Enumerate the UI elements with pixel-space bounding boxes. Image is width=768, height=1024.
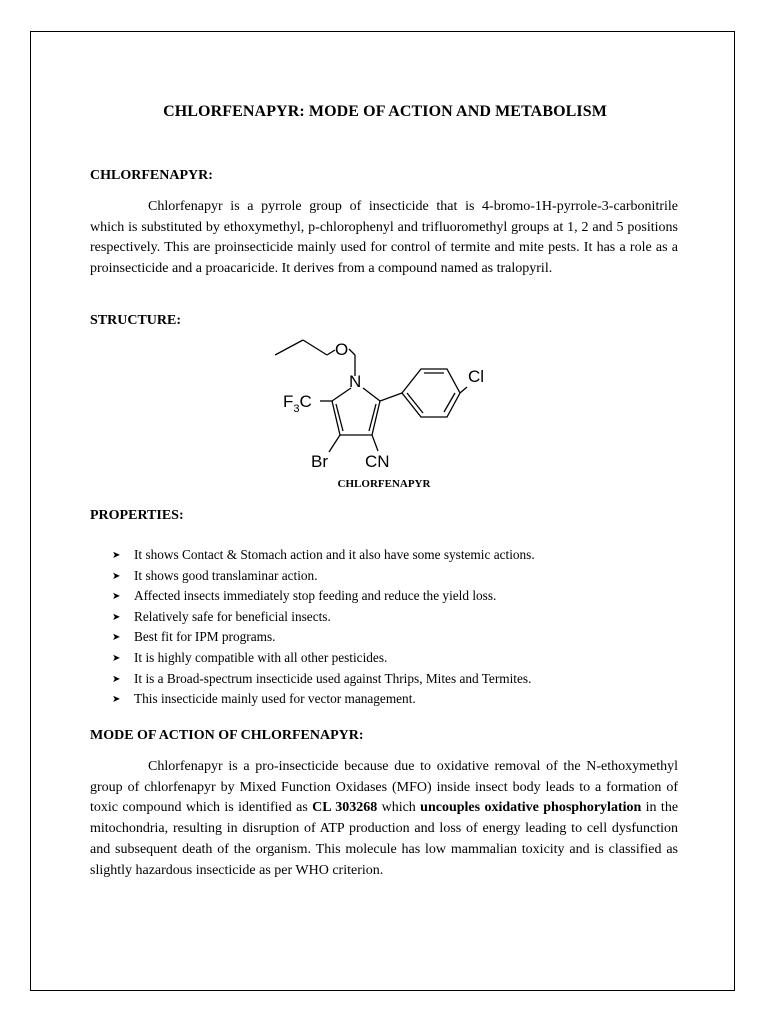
arrowhead-bullet-icon: ➤: [112, 591, 121, 603]
mechanism-highlight: uncouples oxidative phosphorylation: [420, 800, 642, 816]
bromine-atom-label: Br: [311, 452, 328, 471]
cf3-carbon: C: [299, 392, 312, 411]
moa-text-2: which: [381, 800, 416, 816]
ring-double-bond-c5-c4: [336, 404, 343, 431]
ring-bond-n-c2: [363, 388, 380, 401]
property-text: Affected insects immediately stop feeding and reduce the yield loss.: [134, 588, 497, 604]
arrowhead-bullet-icon: ➤: [112, 673, 121, 685]
intro-heading: CHLORFENAPYR:: [90, 168, 213, 183]
ether-bond-2: [349, 349, 355, 355]
ethyl-bond-1: [275, 340, 303, 355]
nitrile-bond: [372, 435, 378, 451]
chlorine-bond: [460, 387, 467, 393]
chlorine-atom-label: Cl: [468, 367, 485, 386]
list-item: [112, 648, 535, 669]
arrowhead-bullet-icon: ➤: [112, 652, 121, 664]
arrowhead-bullet-icon: ➤: [112, 694, 121, 706]
arrowhead-bullet-icon: ➤: [112, 611, 121, 623]
benzene-double-bond-2: [444, 393, 455, 412]
intro-text: Chlorfenapyr is a pyrrole group of insecticide that is 4-bromo-1H-pyrrole-3-carbonitrile which is substituted by ethoxymethyl, p-chlorophenyl and trifluoromethyl groups at 1, 2 and 5 positions respectively. This are proinsecticide mainly used for control of termite and mite pests. It has a role as a proinsecticide and a proacaricide. It derives from a compound named as tralopyril.: [90, 199, 678, 277]
arrowhead-bullet-icon: ➤: [112, 632, 121, 644]
arrowhead-bullet-icon: ➤: [112, 550, 121, 561]
list-item: [112, 566, 535, 587]
list-item: [112, 689, 535, 710]
list-item: [112, 669, 535, 690]
list-item: [112, 586, 535, 607]
property-text: This insecticide mainly used for vector management.: [134, 691, 416, 707]
compound-code: CL 303268: [312, 800, 378, 816]
moa-text-1: Chlorfenapyr is a pro-insecticide because due to oxidative removal of the N-ethoxymethyl group of chlorfenapyr by Mixed Function Oxidases (MFO) inside insect body leads to a formation of toxic compound which is identified as: [90, 759, 678, 816]
mode-of-action-paragraph: [90, 757, 678, 881]
ether-bond-1: [327, 350, 335, 355]
aryl-bond: [380, 393, 402, 401]
property-text: It shows good translaminar action.: [134, 567, 318, 583]
ring-double-bond-c3-c2: [369, 404, 376, 431]
moa-text-3: in the mitochondria, resulting in disruption of ATP production and loss of energy leading to cell dysfunction and subsequent death of the organism. This molecule has low mammalian toxicity and is classified as slightly hazardous insecticide as per WHO criterion.: [90, 800, 679, 878]
properties-heading: PROPERTIES:: [90, 508, 184, 523]
nitrogen-atom-label: N: [349, 372, 362, 391]
cf3-fluorine: F: [283, 392, 294, 411]
arrowhead-bullet-icon: ➤: [112, 570, 121, 582]
document-title: CHLORFENAPYR: MODE OF ACTION AND METABOLISM: [163, 103, 607, 120]
structure-heading: STRUCTURE:: [90, 313, 182, 328]
structure-caption: CHLORFENAPYR: [337, 478, 431, 490]
intro-paragraph: [90, 197, 678, 280]
list-item: [112, 627, 535, 648]
chlorfenapyr-structure-diagram: [275, 335, 495, 475]
mode-of-action-heading: MODE OF ACTION OF CHLORFENAPYR:: [90, 728, 364, 743]
cf3-subscript: 3: [293, 403, 300, 415]
oxygen-atom-label: O: [335, 340, 349, 359]
property-text: It is highly compatible with all other pesticides.: [134, 649, 388, 665]
property-text: Best fit for IPM programs.: [134, 629, 276, 645]
property-text: Relatively safe for beneficial insects.: [134, 608, 331, 624]
list-item: [112, 607, 535, 628]
bromine-bond: [329, 435, 340, 452]
property-text: It shows Contact & Stomach action and it also have some systemic actions.: [134, 547, 535, 562]
nitrile-group-label: CN: [365, 452, 390, 471]
list-item: [112, 545, 535, 566]
ethyl-bond-2: [303, 340, 327, 355]
property-text: It is a Broad-spectrum insecticide used against Thrips, Mites and Termites.: [134, 670, 532, 686]
benzene-ring: [402, 369, 460, 417]
properties-list: [112, 545, 535, 710]
cf3-group-label: [283, 392, 312, 415]
